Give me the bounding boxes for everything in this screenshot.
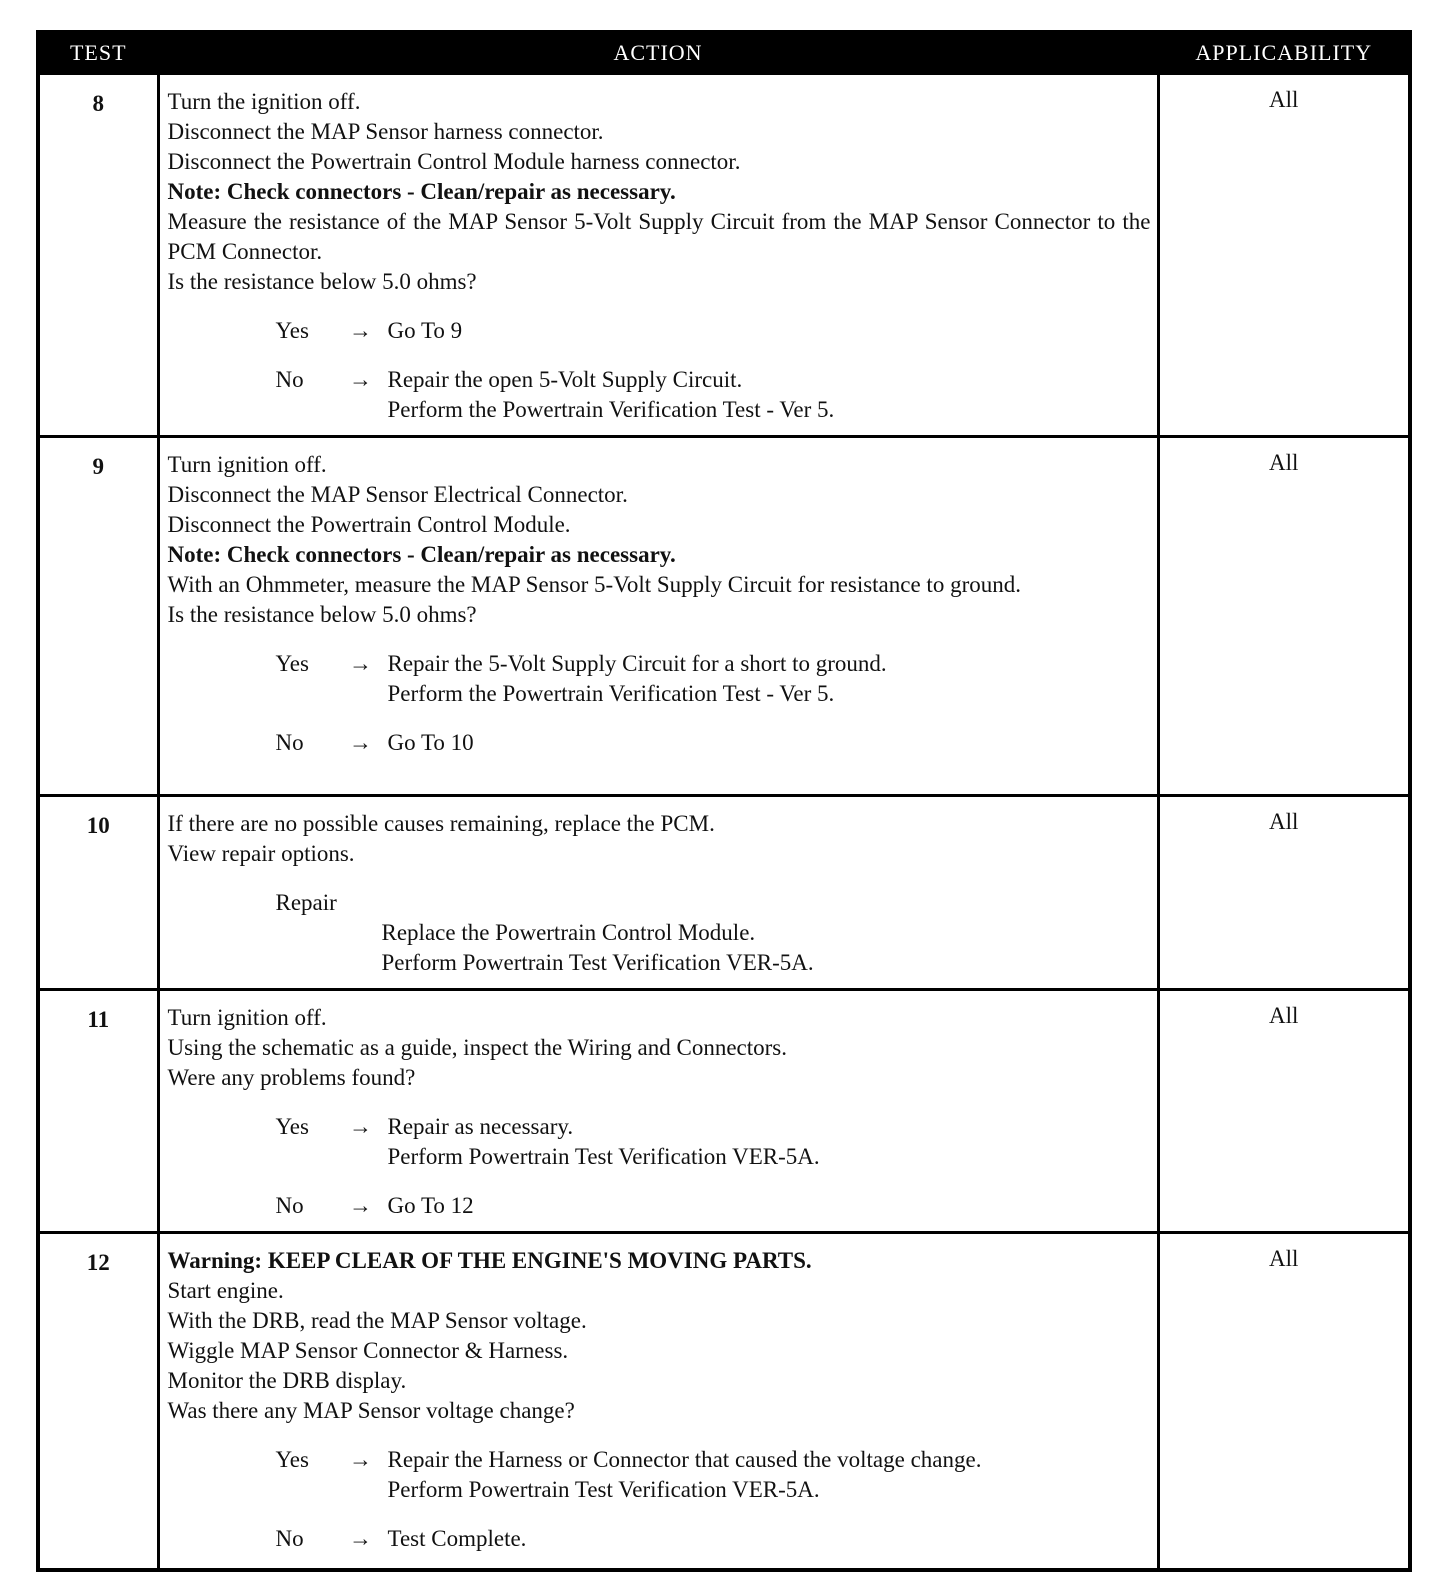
response-line: Perform Powertrain Test Verification VER-5A.: [387, 1477, 820, 1502]
action-line: Turn the ignition off.: [167, 89, 361, 114]
no-label: No: [275, 1193, 304, 1218]
action-line: Monitor the DRB display.: [167, 1368, 407, 1393]
arrow-icon: →: [349, 1193, 372, 1218]
no-label: No: [275, 730, 304, 755]
table-row: [38, 1233, 1410, 1570]
action-line: Start engine.: [167, 1278, 284, 1303]
action-cell: [158, 990, 1158, 1233]
response-line: Repair as necessary.: [387, 1114, 574, 1139]
yes-branch: [168, 1445, 1151, 1505]
yes-label: Yes: [275, 1447, 309, 1472]
response-line: Repair the open 5-Volt Supply Circuit.: [387, 367, 743, 392]
yes-branch: [168, 1112, 1151, 1172]
test-number: 8: [38, 74, 158, 437]
action-line: Using the schematic as a guide, inspect the Wiring and Connectors.: [167, 1035, 787, 1060]
repair-label: Repair: [275, 890, 337, 915]
arrow-icon: →: [349, 1114, 372, 1139]
applicability-cell: All: [1158, 437, 1410, 796]
arrow-icon: →: [349, 730, 372, 755]
no-branch: [168, 1524, 1151, 1554]
no-label: No: [275, 1526, 304, 1551]
response-line: Go To 12: [387, 1193, 474, 1218]
action-line: Is the resistance below 5.0 ohms?: [167, 602, 477, 627]
action-line: With the DRB, read the MAP Sensor voltage.: [167, 1308, 587, 1333]
arrow-icon: →: [349, 318, 372, 343]
action-line: If there are no possible causes remaining, replace the PCM.: [167, 811, 715, 836]
applicability-cell: All: [1158, 74, 1410, 437]
no-branch: [168, 1191, 1151, 1221]
diagnostic-test-sheet: [36, 30, 1408, 1572]
response-line: Test Complete.: [387, 1526, 527, 1551]
arrow-icon: →: [349, 367, 372, 392]
arrow-icon: →: [349, 1447, 372, 1472]
yes-label: Yes: [275, 318, 309, 343]
repair-line: Replace the Powertrain Control Module.: [381, 920, 756, 945]
note-line: Note: Check connectors - Clean/repair as necessary.: [167, 179, 676, 204]
response-line: Go To 10: [387, 730, 474, 755]
action-cell: [158, 74, 1158, 437]
no-label: No: [275, 367, 304, 392]
no-branch: [168, 728, 1151, 758]
yes-label: Yes: [275, 1114, 309, 1139]
test-number: 12: [38, 1233, 158, 1570]
applicability-cell: All: [1158, 990, 1410, 1233]
arrow-icon: →: [349, 651, 372, 676]
test-number: 11: [38, 990, 158, 1233]
table-row: [38, 74, 1410, 437]
response-line: Perform the Powertrain Verification Test - Ver 5.: [387, 681, 835, 706]
table-row: [38, 437, 1410, 796]
applicability-cell: All: [1158, 796, 1410, 990]
action-cell: [158, 1233, 1158, 1570]
action-line: Wiggle MAP Sensor Connector & Harness.: [167, 1338, 569, 1363]
action-line: Turn ignition off.: [167, 1005, 327, 1030]
table-row: [38, 796, 1410, 990]
action-line: Disconnect the Powertrain Control Module harness connector.: [167, 149, 741, 174]
action-line: Disconnect the Powertrain Control Module.: [167, 512, 571, 537]
action-line: Disconnect the MAP Sensor harness connector.: [167, 119, 604, 144]
yes-branch: [168, 316, 1151, 346]
action-line: Were any problems found?: [167, 1065, 416, 1090]
warning-line: Warning: KEEP CLEAR OF THE ENGINE'S MOVING PARTS.: [167, 1248, 812, 1273]
response-line: Go To 9: [387, 318, 463, 343]
response-line: Repair the Harness or Connector that caused the voltage change.: [387, 1447, 982, 1472]
response-line: Perform the Powertrain Verification Test - Ver 5.: [387, 397, 835, 422]
column-header-action: ACTION: [158, 32, 1158, 74]
repair-line: Perform Powertrain Test Verification VER-5A.: [381, 950, 814, 975]
applicability-cell: All: [1158, 1233, 1410, 1570]
table-row: [38, 990, 1410, 1233]
response-line: Perform Powertrain Test Verification VER-5A.: [387, 1144, 820, 1169]
action-line: Was there any MAP Sensor voltage change?: [167, 1398, 575, 1423]
test-number: 9: [38, 437, 158, 796]
note-line: Note: Check connectors - Clean/repair as necessary.: [167, 542, 676, 567]
column-header-applicability: APPLICABILITY: [1158, 32, 1410, 74]
action-cell: [158, 437, 1158, 796]
repair-options: [168, 918, 1151, 978]
action-line: With an Ohmmeter, measure the MAP Sensor 5-Volt Supply Circuit for resistance to ground.: [167, 572, 1021, 597]
table-header-row: [38, 32, 1410, 74]
diagnostic-table: [36, 30, 1412, 1572]
action-line: Measure the resistance of the MAP Sensor 5-Volt Supply Circuit from the MAP Sensor Connector to the PCM Connector.: [167, 209, 1151, 264]
action-line: Disconnect the MAP Sensor Electrical Connector.: [167, 482, 628, 507]
action-line: Turn ignition off.: [167, 452, 327, 477]
yes-label: Yes: [275, 651, 309, 676]
yes-branch: [168, 649, 1151, 709]
action-line: View repair options.: [167, 841, 355, 866]
action-line: Is the resistance below 5.0 ohms?: [167, 269, 477, 294]
no-branch: [168, 365, 1151, 425]
test-number: 10: [38, 796, 158, 990]
action-cell: [158, 796, 1158, 990]
response-line: Repair the 5-Volt Supply Circuit for a short to ground.: [387, 651, 887, 676]
arrow-icon: →: [349, 1526, 372, 1551]
column-header-test: TEST: [38, 32, 158, 74]
